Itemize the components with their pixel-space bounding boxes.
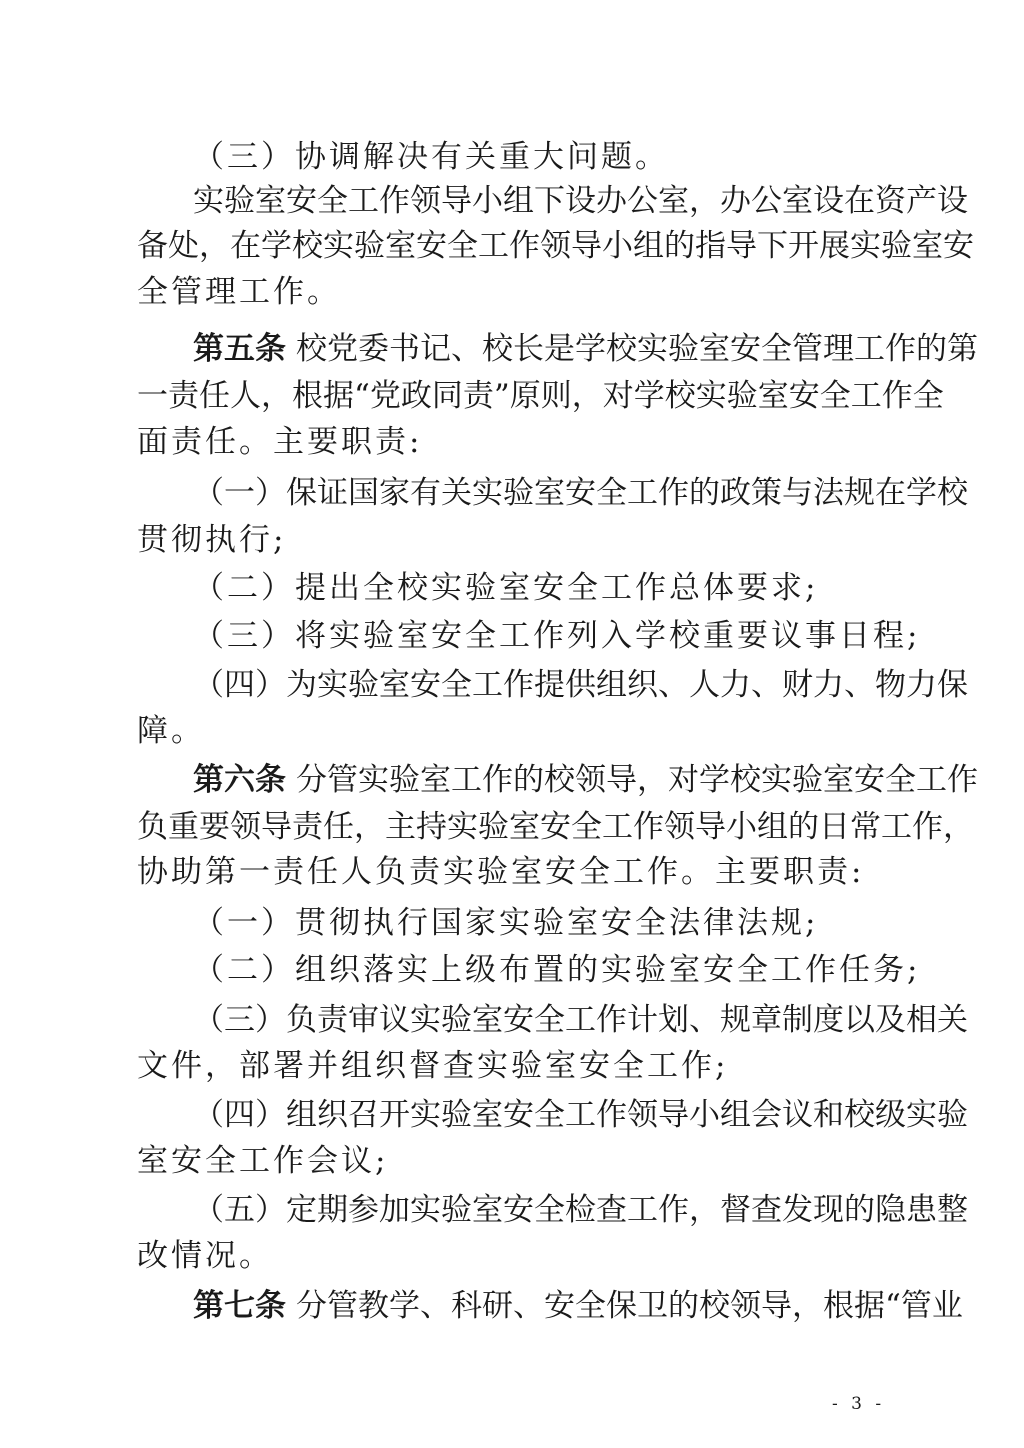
line-text: 改情况。: [137, 1238, 273, 1274]
text-line: [137, 807, 974, 847]
line-text: （三）将实验室安全工作列入学校重要议事日程;: [193, 618, 921, 654]
line-text: （二）组织落实上级布置的实验室安全工作任务;: [193, 952, 921, 988]
line-text: 贯彻执行;: [137, 522, 287, 558]
text-line: [137, 226, 974, 266]
text-line: [193, 616, 920, 656]
text-line: [137, 376, 944, 416]
line-text: （二）提出全校实验室安全工作总体要求;: [193, 570, 819, 606]
text-line: [137, 1046, 728, 1086]
line-text: （四）为实验室安全工作提供组织、人力、财力、物力保: [193, 667, 968, 703]
line-text: 文件，部署并组织督查实验室安全工作;: [137, 1048, 729, 1084]
line-text: 室安全工作会议;: [137, 1143, 389, 1179]
line-text: （一）保证国家有关实验室安全工作的政策与法规在学校: [193, 475, 968, 511]
line-text: 协助第一责任人负责实验室安全工作。主要职责:: [137, 854, 865, 890]
article-heading: 第五条: [193, 331, 286, 367]
line-text: 备处，在学校实验室安全工作领导小组的指导下开展实验室安: [137, 228, 974, 264]
text-line: [193, 1000, 968, 1040]
text-line: [193, 181, 968, 221]
text-line: [193, 665, 968, 705]
line-text: 分管教学、科研、安全保卫的校领导，根据“管业: [296, 1288, 963, 1324]
text-line: [193, 137, 669, 177]
text-line: [137, 1141, 388, 1181]
line-text: 校党委书记、校长是学校实验室安全管理工作的第: [296, 331, 978, 367]
text-line: [137, 852, 864, 892]
page-number: - 3 -: [832, 1394, 886, 1414]
text-line: [193, 1190, 968, 1230]
line-text: 实验室安全工作领导小组下设办公室，办公室设在资产设: [193, 183, 968, 219]
article-heading: 第六条: [193, 762, 286, 798]
line-text: （三）负责审议实验室安全工作计划、规章制度以及相关: [193, 1002, 968, 1038]
line-text: 面责任。主要职责:: [137, 424, 423, 460]
article-heading-line: [193, 760, 978, 800]
text-line: [193, 1095, 968, 1135]
line-text: 分管实验室工作的校领导，对学校实验室安全工作: [296, 762, 978, 798]
text-line: [193, 568, 818, 608]
line-text: 障。: [137, 713, 205, 749]
line-text: 全管理工作。: [137, 274, 341, 310]
text-line: [193, 950, 920, 990]
article-heading-line: [193, 329, 978, 369]
text-line: [137, 272, 341, 312]
article-heading: 第七条: [193, 1288, 286, 1324]
line-text: 一责任人，根据“党政同责”原则，对学校实验室安全工作全: [137, 378, 944, 414]
line-text: （四）组织召开实验室安全工作领导小组会议和校级实验: [193, 1097, 968, 1133]
text-line: [137, 711, 205, 751]
line-text: （五）定期参加实验室安全检查工作，督查发现的隐患整: [193, 1192, 968, 1228]
text-line: [137, 520, 286, 560]
text-line: [137, 422, 422, 462]
text-line: [137, 1236, 273, 1276]
article-heading-line: [193, 1286, 963, 1326]
line-text: （一）贯彻执行国家实验室安全法律法规;: [193, 905, 819, 941]
text-line: [193, 903, 818, 943]
text-line: [193, 473, 968, 513]
line-text: 负重要领导责任，主持实验室安全工作领导小组的日常工作，: [137, 809, 974, 845]
line-text: （三）协调解决有关重大问题。: [193, 139, 669, 175]
